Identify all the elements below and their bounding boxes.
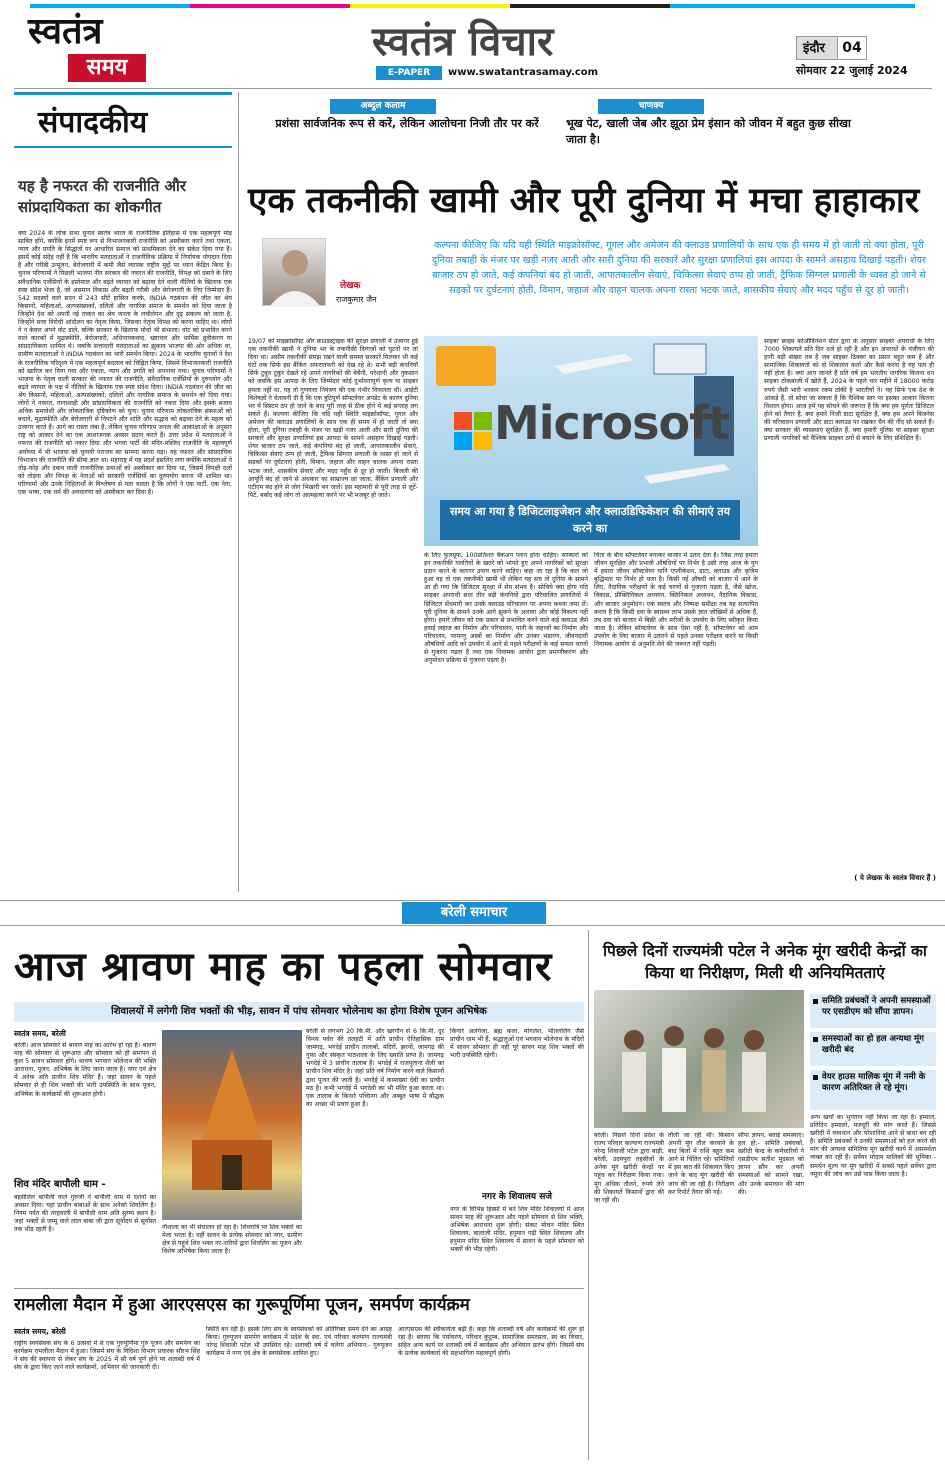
author-label: लेखक	[340, 281, 361, 291]
story-1-headline: आज श्रावण माह का पहला सोमवार	[14, 944, 553, 990]
temple-icon	[162, 1030, 302, 1220]
meeting-photo	[594, 990, 804, 1128]
logo-line-2: समय	[68, 54, 146, 82]
story-2-text-b: तौली जा रही थी। किसान अपनी मूंग तौल करवाने के बाद बिलों में राशि बहुत कम आने से चिंतित रहे। समितियों में इस बात की शिकायत किए जाने के बाद मूंग खरीदी की जांच की जा रही है। निरीक्षण कर रिपोर्ट तैयार की गई।	[668, 1132, 734, 1196]
author-photo	[262, 238, 326, 306]
story-1-text-f: नगर के विभिन्न हिस्सों में बने शिव मंदिर शिवालयों में आज सावन माह की शुरूआत और पहले सोमवार से शिव भक्ति, अभिषेक आराधना शुरू होगी। संकट मोचन मंदिर स्थित शिवालय, बालाजी मंदिर, हनुमान गढ़ी स्थित शिवालय और हनुमान मंदिर स्थित शिवालय में सावन के पहले सोमवार को भक्तों की भीड़ रहेगी।	[450, 1206, 584, 1254]
main-headline: एक तकनीकी खामी और पूरी दुनिया में मचा हाहाकार	[248, 181, 920, 221]
story-1-byline: स्वतंत्र समय, बरेली	[14, 1029, 66, 1038]
quote-2-text: भूख पेट, खाली जेब और झूठा प्रेम इंसान को जीवन में बहुत कुछ सीखा जाता है।	[566, 117, 851, 146]
author-disclaimer: ( ये लेखक के स्वतंत्र विचार हैं )	[854, 874, 936, 882]
epaper-badge: E-PAPER	[376, 66, 442, 80]
highlight-2: समस्याओं का हो हल अन्यथा मूंग खरीदी बंद	[810, 1032, 936, 1066]
column-divider	[588, 930, 589, 1460]
editorial-label-box	[14, 92, 232, 148]
masthead-divider	[14, 88, 932, 89]
story-3-text-b: स्थिति बन रही है। इसके लिए संघ के स्वयंसेवकों को अतिरिक्त समय देने का आग्रह किया। गुरुपूजन समर्पण कार्यक्रम में प्रदेश के स्वा. एवं परिवार कल्याण राज्यमंत्री नरेन्द्र शिवाजी पटेल भी उपस्थित रहे। शताब्दी वर्ष में चलेगा अभियान:- गुरुपूजन कार्यक्रम में नगर एवं क्षेत्र के स्वयंसेवक शामिल हुए।	[206, 1326, 392, 1358]
story-2-text-a: बरेली। पिछले दिनों प्रदेश के राज्य परिवार कल्याण राज्यमंत्री नरेन्द्र शिवाजी पटेल द्वारा बाड़ी, बरेली, उदयपुरा तहसीलों के अनेक मूंग खरीदी केन्द्रों पर पहुंच कर निरीक्षण किया गया। मूंग अधिक तौलने, रुपये लेने की शिकायतें किसानों द्वारा की जा रही थी।	[594, 1132, 664, 1204]
article-column-3: चिंता के बीच सॉफ्टवेयर बनाकर बाजार में उतार देता है। जिस तरह हमारा जीवन सुरक्षित और प्रभावी औषधियों पर निर्भर है उसी तरह आज के युग में हमारा जीवन सॉफ्टवेयर यानि एप्लीकेशन, डाटा, क्लाउड और कृत्रिम बुद्धिमता पर निर्भर हो चला है। किसी नई औषधी को बाजार में आने के लिए, नैदानिक परीक्षणों के कई चरणों से गुजरना पड़ता है, जैसे खोज, विकास, प्रीक्लिनिकल अध्ययन, क्लिनिकल अध्ययन, नैदानिक विकास, और बाजार अनुमोदन। एक स्वतंत्र और निष्पक्ष समीक्षा तब यह सत्यापित करता है कि किसी दवा के स्वास्थ्य लाभ उसके ज्ञात जोखिमों से अधिक हैं, तब दवा को बाजार में बिक्री और मरीजों के उपयोग के लिए स्वीकृत किया जाता है। लेकिन सॉफ्टवेयर के साथ ऐसा नहीं है, सॉफ्टवेयर को आम उपयोग के लिए बाजार में उतारने से पहले उनका परीक्षण करने या किसी नियामक आयोग से अनुमति लेने की जरूरत नहीं पड़ती।	[594, 552, 758, 649]
person-icon	[263, 239, 327, 307]
story-2-headline: पिछले दिनों राज्यमंत्री पटेल ने अनेक मूंग खरीदी केन्द्रों का किया था निरीक्षण, मिली थी अनियमितताएं	[603, 942, 927, 982]
highlight-3: वेयर हाउस मालिक मूंग में नमी के कारण अतिरिक्त ले रहे मूंग।	[810, 1070, 936, 1110]
logo-line-1: स्वतंत्र	[28, 11, 103, 52]
newspaper-logo	[28, 10, 128, 86]
color-registration-strip	[30, 4, 915, 8]
story-3-byline: स्वतंत्र समय, बरेली	[14, 1327, 66, 1336]
editorial-body: क्या 2024 के लोक सभा चुनाव स्वतंत्र भारत के राजनीतिक इतिहास में एक महत्वपूर्ण मोड़ साबित होंगे, क्योंकि इनमें स्पष्ट रूप से विभाजनकारी राजनीति को अस्वीकार करने तथा एकता, न्याय और प्रगति के सिद्धांतों पर आधारित समाज को प्राथमिकता देने का संकेत दिया गया है। इसमें कोई संदेह नहीं है कि भारतीय मतदाताओं ने राजनीतिक प्रक्रिया में निर्णायक योगदान दिया है और गरीबी उन्मूलन, बेरोजगारी में कमी जैसे व्यापक राष्ट्रीय मुद्दों पर ध्यान केंद्रित किया है। चुनाव परिणामों ने पिछली भाजपा नीत सरकार की नफरत की राजनीति, विपक्ष को दबाने के लिए संवैधानिक एजेंसियों के इस्तेमाल और बढ़ते व्यापार को बढ़ावा देने वाली नीतियों के खिलाफ एक स्पष्ट संदेश भेजा है, जो असमान विकास और बढ़ती गरीबी और बेरोजगारी के लिए जिम्मेदार हैं। 542 सदस्यों वाले सदन में 243 सीटें हासिल करके, INDIA गठबंधन की जीत का श्रेय किसानों, महिलाओं, अल्पसंख्यकों, दलितों और नागरिक समाज के समर्थन को दिया जाता है जिन्होंने देश को अपनी नई ताकत का श्रेय जनता के लचीलेपन और दृढ़ संकल्प को जाता है, जिन्होंने सत्ता विरोधी आंदोलन का नेतृत्व किया, जिसका नेतृत्व विपक्ष को करना चाहिए था। लोगों ने न केवल अपने वोट डाले, बल्कि सरकार के खिलाफ मोर्चा भी संभाला। वोट को प्रभावित करने वाले कारकों में मुद्रास्फीति, बेरोजगारी, अधिनायकवाद, भ्रष्टाचार और धार्मिक ध्रुवीकरण या सांप्रदायिकता शामिल थे। जबकि सत्ताधारी मतदाताओं का झुकाव भाजपा की ओर अधिक था, ग्रामीण मतदाताओं ने INDIA गठबंधन का भारी समर्थन किया। 2024 के भारतीय चुनावों ने देश के राजनीतिक परिदृश्य में एक महत्वपूर्ण बदलाव को चिह्नित किया, जिसमें विभाजनकारी राजनीति को खारिज कर दिया गया और एकता, न्याय और प्रगति को अपनाया गया। चुनाव परिणामों ने भाजपा के नेतृत्व वाली सरकार की नफरत की राजनीति, संवैधानिक एजेंसियों के दुरुपयोग और बढ़ते व्यापार के पक्ष में नीतियों के खिलाफ एक स्पष्ट संदेश दिया। INDIA गठबंधन की जीत का श्रेय किसानों, महिलाओं, अल्पसंख्यकों, दलितों और नागरिक समाज के समर्थन को दिया गया। लोगों ने नफरत, तानाशाही और सांप्रदायिकता की राजनीति को नकार दिया और इसके बजाय अधिक समावेशी और लोकतांत्रिक दृष्टिकोण को चुना। चुनाव परिणाम लोकतांत्रिक संस्थाओं को बचाने, मुद्रास्फीति और बेरोजगारी से निपटने और शांति और सद्भाव को बढ़ावा देने के महत्व को उजागर करते हैं। आगे का रास्ता लंबा है, लेकिन चुनाव परिणाम जनता की आकांक्षाओं के अनुसार राष्ट्र को आकार देने का एक आशाजनक अवसर प्रदान करते हैं। उत्तर प्रदेश में मतदाताओं ने नफरत की राजनीति को नकार दिया और भगवा पार्टी की मंदिर-मस्जिद राजनीति के महत्वपूर्ण अयोध्या में भी भाजपा को चुनावी पराजय का सामना करना पड़ा। यह नफरत और सांप्रदायिक विभाजन की राजनीति की सीमा ज्ञात था। महाराष्ट्र में यह प्रदर्श इसलिए लगा क्योंकि मतदाताओं ने तोड़-फोड़ और दबाव वाली राजनीतिक प्रथाओं को अस्वीकार कर दिया था, जिसमें विपक्षी दलों को तोड़ना और विपक्ष के नेताओं को सरकारी एजेंसियों का दुरुपयोग करना भी शामिल था। परिणामों और उनके निहितार्थों के विश्लेषण से पता चलता है कि लोगों ने एक पार्टी, एक नेता, एक भाषा, एक धर्म की अवधारणा को अस्वीकार कर दिया है।	[18, 230, 232, 496]
story-1-subhead: शिवालयों में लगेगी शिव भक्तों की भीड़, सावन में पांच सोमवार भोलेनाथ का होगा विशेष पूजन अभिषेक	[14, 1002, 584, 1022]
story-3-headline: रामलीला मैदान में हुआ आरएसएस का गुरूपूर्णिमा पूजन, समर्पण कार्यक्रम	[14, 1295, 470, 1315]
edition-box	[796, 36, 866, 60]
section-band	[0, 900, 945, 926]
editorial-subhead: यह है नफरत की राजनीति और सांप्रदायिकता का शोकगीत	[18, 177, 186, 216]
edition-city: इंदौर	[803, 41, 825, 56]
editorial-label: संपादकीय	[38, 105, 148, 140]
story-1-text-c: गौशाला का भी संचालन हो रहा है। शिवरात्रि पर शिव भक्तों का मेला भरता है। वहीं सावन के प्रत्येक सोमवार को नगर, ग्रामीण क्षेत्र से पहुंचे शिव भक्त नर-नारियों द्वारा शिवलिंग का पूजन और विशेष अभिषेक किया जाता है।	[162, 1224, 302, 1256]
story-1-text-a: बरेली। आज सोमवार से श्रावण माह का आरंभ हो रहा है। श्रावण माह की सोमवार से शुरूआत और सोमवार को ही समापन से कुल 5 सावन सोमवार होंगे। श्रावण भगवान भोलेनाथ की भक्ति आराधना, पूजन, अभिषेक के लिए जाना जाता है। नगर एवं क्षेत्र में अनेक अति प्राचीन शिव मंदिर हैं। जहां सावन के पहले सोमवार से ही शिव भक्तों की भारी उपस्थिति के साथ पूजन, अभिषेक के कार्यक्रमों की शुरूआत होगी।	[14, 1042, 156, 1098]
article-column-4: साइबर क्राइम कोऑर्डिनेशन सेंटर द्वारा के अनुसार साइबर अपराधों के लिए 7000 शिकायतें प्रति दिन दर्ज हो रही है और इन अपराधों के पंजीयन की हानी बड़ी संख्या तब है जब साइबर ठिक्का का प्रसार बहुत कम है और सामाजिक शिकायतों को दो शिकायत कर्ता और कैसे करना है यह पता ही नहीं होता है। क्या आप जानते हैं प्रति वर्ष हम भारतीय नागरिक कितना धन साइबर ठोकबाजी में खोते हैं, 2024 के पहले चार महीने में 18000 करोड़ रुपये जैसी भारी भरकम रकम ठोकी है भारतीयों ने। यह सिर्फ एक देश के आंकड़े हैं, तो सोचा जा सकता है कि वैश्विक स्तर पर इसका आकार कितना विशाल होगा। आज हमें यह सोचने की जरूरत है कि क्या हम पूर्णतः डिजिटल होने को तैयार हैं, क्या हमारे निजी डाटा सुरक्षित है, क्या हम अपने बिजनेस की परिचालन प्रणाली और डाटा क्लाउड पर रखकर चैन की नींद सो सकते हैं। क्या सरकार की व्यवस्थाएं सुरक्षित हैं, क्या हमारी पुलिस या साइबर सुरक्षा प्रणाली नागरिकों को वैश्विक साइबर ठगों से बचाने के लिए प्रशिक्षित हैं।	[764, 338, 934, 443]
story-2-text-d: अन्य खर्चों का भुगतान नहीं किया जा रहा है। हम्माल, प्रतिदिन हम्मालो, मजदूरी की मांग करते हैं। जिससे खरीदी में व्यवधान और परेशानियां आने से बाधा बन रही है। समिति प्रबंधकों ने उनकी समस्याओं को हल करने की मांग की अन्यथा समितिया मूंग खरीदी कार्य में असमर्थता व्यक्त कर रही हैं। सर्वेयर मोदाम मालिकों की भूमिका - समर्थन मूल्य पर मूंग खरीदी में सबसे पहले सर्वेयर द्वारा नमूना की जांच कर उसे पास किया जाता है।	[810, 1114, 936, 1178]
story-3-text-c: आरएसएस की स्वीकार्यता बढ़ी है। कहा कि शताब्दी वर्ष और कार्यक्रमों की शुरू हो रहा है। बताया कि पर्यावरण, परिवार कुटुम्ब, सामाजिक समरसता, स्व का विचार, सहित अन्य कार्य पर शताब्दी वर्ष में कार्यक्रम और अभियान प्रारंभ होंगे। जिसमें संघ के प्रत्येक कार्यकर्ता की सहभागिता महत्वपूर्ण होगी।	[398, 1326, 584, 1358]
article-lead: कल्पना कीजिए कि यदि यही स्थिति माइक्रोसॉफ्ट, गूगल और अमेजन की क्लाउड प्रणालियों के साथ एक ही समय में हो जाती तो क्या होता, पूरी दुनिया तबाही के मंजर पर खड़ी नजर आती और सारी दुनिया की सरकारें और सुरक्षा प्रणालियां इस आपदा के सामने असहाय दिखाई पड़ती। शेयर बाजार ठप हो जाते, कई कंपनियां बंद हो जाती, आपातकालीन सेवाएं, चिकित्सा सेवाएं ठप्प हो जाती, ट्रैफिक सिग्नल प्रणाली के ध्वस्त हो जाने से सड़कों पर दुर्घटनाएं होती, विमान, जहाज और वाहन चालक अपना रास्ता भटक जाते, शासकीय सेवाएं और मदद पहुँच से दूर हो जाती।	[432, 240, 926, 296]
page-title: स्वतंत्र विचार	[372, 18, 554, 65]
story-1-subheading-2: नगर के शिवालय सजे	[482, 1192, 552, 1202]
story-divider	[14, 1288, 584, 1289]
quote-1-author: अब्दुल कलाम	[330, 99, 436, 114]
story-1-subheading-1: शिव मंदिर बापौली धाम -	[14, 1179, 106, 1190]
section-label: बरेली समाचार	[402, 902, 546, 924]
temple-photo	[162, 1030, 302, 1220]
story-1-text-e: किनारे अलंगेजा, ब्रह्म कला, मांगलेश, भीतललिंग जैसे प्राचीन धाम भी हैं, श्रद्धालुओं एवं भगवान भोलेनाथ के मंदिरों में सावन सोमवार ही नहीं पूरे सावन माह शिव भक्तों की भारी उपस्थिति रहेगी।	[450, 1028, 584, 1060]
graphic-caption: समय आ गया है डिजिटलाइजेशन और क्लाउडिफिकेशन की सीमाएं तय करने का	[440, 500, 740, 540]
quote-2-author: चाणक्य	[598, 99, 704, 114]
article-column-2: के लिए फुलप्रूफ, 100प्रतिशत बैकअप प्लान होना चाहिए। सरकारों को इन तकनीकी गलतियों के खतरे को भांपते हुए अपने नागरिकों को सुरक्षा प्रदान करने के कारगर उपाय करने चाहिए। कहा जा रहा है कि कल जो हुआ वह तो एक तकनीकी खामी थी लेकिन यह सच तो दुनिया के सामने आ ही गया कि डिजिटल सुरक्षा में सेंध संभव है। सोचिये क्या होगा यदि साइबर अपराधी सात तीन बड़ी कंपनियों द्वारा परिचालित प्रणालियों में डिजिटल सेंधमारी कर उनके क्लाउड परिचालन पर अपना कब्जा जमा लें। पूरी दुनिया के सामने उनके आगे झुकने के अलावा और कोई विकल्प नहीं होगा। हमारे जीवन को एक प्रकार से प्रभावित करने वाले कई क्लाउड जैसे हवाई जहाज का निर्माण और परिचालन, पानी के जहाजों का निर्माण और परिचालन, परमाणु अस्त्रों का निर्माण और उनका भंडारण, जीवनदायी औषधियों आदि को उपयोग में आने से पहले परीक्षणों के कई सफल चरणों से गुजरना पड़ता है तथा एक नियामक आयोग द्वारा प्रमाणीकरण और अनुमोदन प्रक्रिया से गुजरना पड़ता है।	[424, 552, 588, 665]
story-2-text-c: सौंपा ज्ञापन, बताई समस्याएं। हल हो:- समिति प्रबंधकों, खरीदी केन्द्र के कर्मचारियों ने एसडीएम सतीश मूदसल को ज्ञापन सौंप कर अपनी समस्याओं को सामने रखा, और उनके समाधान की मांग की।	[738, 1132, 804, 1196]
story-3-text-a: राष्ट्रीय स्वयंसेवक संघ के 6 उत्सवों में से एक गुरुपूर्णिमा गुरु पूजन और समर्पण का कार्यक्रम रामलीला मैदान में हुआ। जिसमें संघ के विदिशा विभाग प्रचारक सौरभ सिंह ने संघ की स्थापना से लेकर संघ के 2025 में सौ वर्ष पूर्ण होने पर शताब्दी वर्ष में संघ के द्वारा किए जाने वाले कार्यक्रमों, अभियान की जानकारी दी।	[14, 1340, 200, 1372]
story-1-text-b: बहसीलेल बापौली वाले गुरुजी ने बापौली धाम में दर्शनों का अवसर दिया। यहां प्राचीन बाबाओं के साथ अनेको शिवलिंग है। नियम पर्वत की तरहवाली में बापौली धाम अति सुरम्य स्थान है। जहां भक्तों से जम्मू वाले लाल बाबा जी द्वारा सूर्योदय से सूर्यास्त तक भीड़ रहती है।	[14, 1194, 156, 1234]
article-column-1: 19/07 को माइक्रोसॉफ्ट और क्राउडस्ट्राइक की सुरक्षा प्रणाली में उजागर हुई एक तकनीकी खामी ने दुनिया भर के तकनीकी दिग्गजों को घुटनों पर ला दिया था। असीम तकनीकी समझ रखने वाली समस्त सरकारें मिलकर भी कई घंटों तक सिर्फ इस बैंकिंग अफरातफरी को देख रहे थे। सभी बड़ी कंपनियाँ सिर्फ टुकुर टुकुर देखते रहे अपने नागरिकों की बेचैनी, परेशानी और नुकसान को जबकि इस आपदा के लिए जिम्मेदार कोई दुर्भावनापूर्ण कृत्य या साइबर हमला नहीं था, यह तो गुणवत्ता नियंत्रण की एक गंभीर विफलता थी। आईटी विशेषज्ञों ने चेतावनी दी है कि एक त्रुटिपूर्ण सॉफ्टवेयर अपडेट के कारण दुनिया भर में सिस्टम ठप हो जाने के बाद पूरी तरह से ठीक होने में कई सप्ताह लग सकते हैं। कल्पना कीजिए कि यदि यही स्थिति माइक्रोसॉफ्ट, गूगल और अमेजन की क्लाउड प्रणालियों के साथ एक ही समय में हो जाती तो क्या होता, पूरी दुनिया तबाही के मंजर पर खड़ी नजर आती और सारी दुनिया की सरकारें और सुरक्षा प्रणालियां इस आपदा के सामने असहाय दिखाई पड़ती। शेयर बाजार ठप जाते, कई कंपनियां बंद हो जाती, आपातकालीन सेवाएं, चिकित्सा सेवाएं ठप्प हो जाती, ट्रैफिक सिग्नल प्रणाली के ध्वस्त हो जाने से सड़कों पर दुर्घटनाएं होती, विमान, जहाज और वाहन चालक अपना रास्ता भटक जाते, शासकीय सेवाएं और मदद पहुँच से दूर हो जाती। बिजली की आपूर्ति बंद हो जाने से अंधकार का साम्राज्य छा जाता, बैंकिंग प्रणाली और एटीएम बंद होने से लोग भिखारी बन जाते। इस महामारी से पूरी तरह से लूटें-पिटें, बर्बाद कई लोग तो आत्महत्या करने पर भी मजबूर हो जाते।	[248, 338, 418, 499]
group-people-icon	[594, 990, 804, 1128]
microsoft-wordmark: Microsoft	[494, 396, 730, 450]
issue-date: सोमवार 22 जुलाई 2024	[796, 64, 908, 77]
highlight-1: समिति प्रबंधकों ने अपनी समस्याओं पर एसडीएम को सौंपा ज्ञापन।	[810, 994, 936, 1028]
website-link[interactable]: www.swatantrasamay.com	[448, 67, 599, 78]
column-divider	[238, 92, 239, 892]
microsoft-illustration	[424, 336, 758, 546]
author-name: राजकुमार जैन	[336, 295, 377, 304]
page-number: 04	[837, 36, 867, 60]
quote-1-text: प्रशंसा सार्वजनिक रूप से करें, लेकिन आलोचना निजी तौर पर करें	[275, 117, 539, 130]
story-1-text-d: बरेली से लगभग 20 कि.मी. और खरगौन से 6 कि.मी. दूर विन्ध्य पर्वत की तलहटी में अति प्राचीन ऐतिहासिक ग्राम जामगढ़, भगदेई प्राचीन तालाबों, मंदिरों, झरनों, जामगढ़ की गुफा और संस्कृत पाठशाला के लिए ख्याति प्राप्त है। जामगढ़ भगदेई में 3 प्राचीन तालाब हैं। भगदेई में राजपूताना शैली का प्राचीन शिव मंदिर है। जहां प्रति वर्ष निर्माण करने वाले किसानों द्वारा पूजन की जाती है। भगदेई में कामाख्या देवी का प्राचीन मठ है। कभी भगदेई में भगदेवी का भी मंदिर हुआ करता था। एक तालाब के किनारे पच्चिनग और अब्बूत भाषा में बौद्धक का अच्छा भी प्रचार हुआ है।	[306, 1028, 444, 1108]
